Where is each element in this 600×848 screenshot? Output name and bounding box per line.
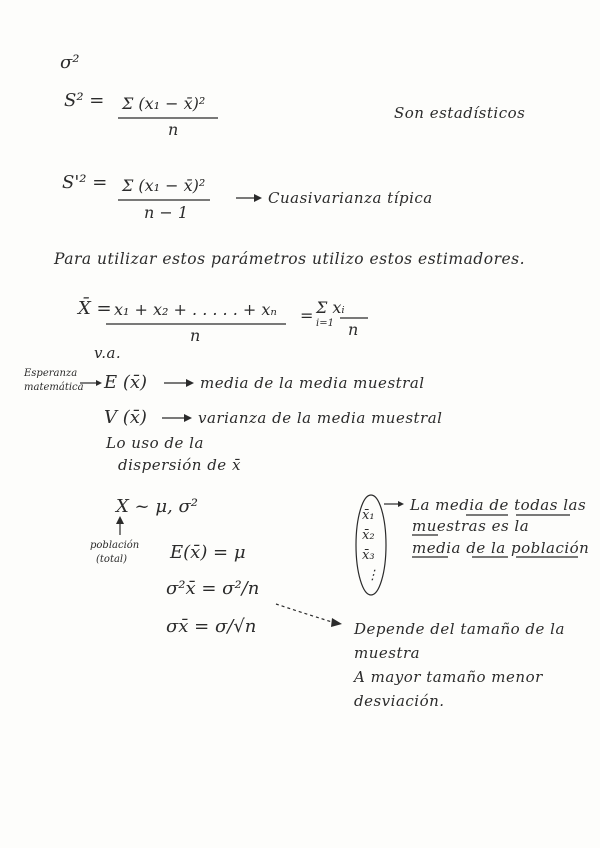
arrow-head <box>96 380 102 386</box>
samples-note-3: media de la población <box>412 539 590 557</box>
samples-note-1: La media de todas las <box>410 496 587 514</box>
arrow-head <box>184 414 192 422</box>
arrow-head <box>331 618 342 627</box>
depends-note-4: desviación. <box>354 692 445 710</box>
sprime2-numerator: Σ (x₁ − x̄)² <box>122 176 206 195</box>
mean-equals: = <box>300 306 314 325</box>
arrow-head <box>186 379 194 387</box>
va-label: v.a. <box>94 344 122 362</box>
sprime2-denominator: n − 1 <box>144 203 189 222</box>
expectation-formula: E (x̄) <box>104 372 148 393</box>
s2-denominator: n <box>168 120 179 139</box>
samples-note-2: muestras es la <box>412 517 530 535</box>
dispersion-line-2: dispersión de x̄ <box>118 456 241 474</box>
mean-sum-denominator: n <box>348 320 359 339</box>
expectation-equation: E(x̄) = μ <box>170 542 246 563</box>
sample-ellipsis: ⋮ <box>366 568 379 583</box>
population-label: población <box>90 540 140 551</box>
population-total: (total) <box>96 554 128 565</box>
variance-equation: σ²x̄ = σ²/n <box>166 578 260 599</box>
sigma-squared: σ² <box>60 52 80 73</box>
dashed-arrow <box>276 604 332 622</box>
mean-sum: Σ xᵢ <box>316 298 345 317</box>
mean-denominator: n <box>190 326 201 345</box>
sprime2-lhs: S'² = <box>62 172 108 193</box>
esperanza-label: Esperanza <box>24 368 78 379</box>
sample-mean-2: x̄₂ <box>362 528 375 543</box>
sprime2-note: Cuasivarianza típica <box>268 189 433 207</box>
s2-note: Son estadísticos <box>394 104 526 122</box>
arrow-head <box>398 501 404 507</box>
arrow-head <box>116 516 124 524</box>
arrow-head <box>254 194 262 202</box>
depends-note-1: Depende del tamaño de la <box>354 620 565 638</box>
mean-lhs: X̄ = <box>78 298 112 319</box>
depends-note-3: A mayor tamaño menor <box>354 668 543 686</box>
sample-mean-1: x̄₁ <box>362 508 375 523</box>
expectation-text: media de la media muestral <box>200 374 425 392</box>
variance-text: varianza de la media muestral <box>198 409 443 427</box>
dispersion-line-1: Lo uso de la <box>106 434 204 452</box>
s2-numerator: Σ (x₁ − x̄)² <box>122 94 206 113</box>
depends-note-2: muestra <box>354 644 421 662</box>
variance-formula: V (x̄) <box>104 407 147 428</box>
mean-sum-limits: i=1 <box>316 318 334 329</box>
intro-line: Para utilizar estos parámetros utilizo estos estimadores. <box>54 250 526 268</box>
sd-equation: σx̄ = σ/√n <box>166 616 257 637</box>
s2-lhs: S² = <box>64 90 105 111</box>
sample-mean-3: x̄₃ <box>362 548 375 563</box>
distribution: X ~ μ, σ² <box>116 496 198 517</box>
matematica-label: matemática <box>24 382 84 393</box>
mean-numerator: x₁ + x₂ + . . . . . + xₙ <box>114 300 277 319</box>
